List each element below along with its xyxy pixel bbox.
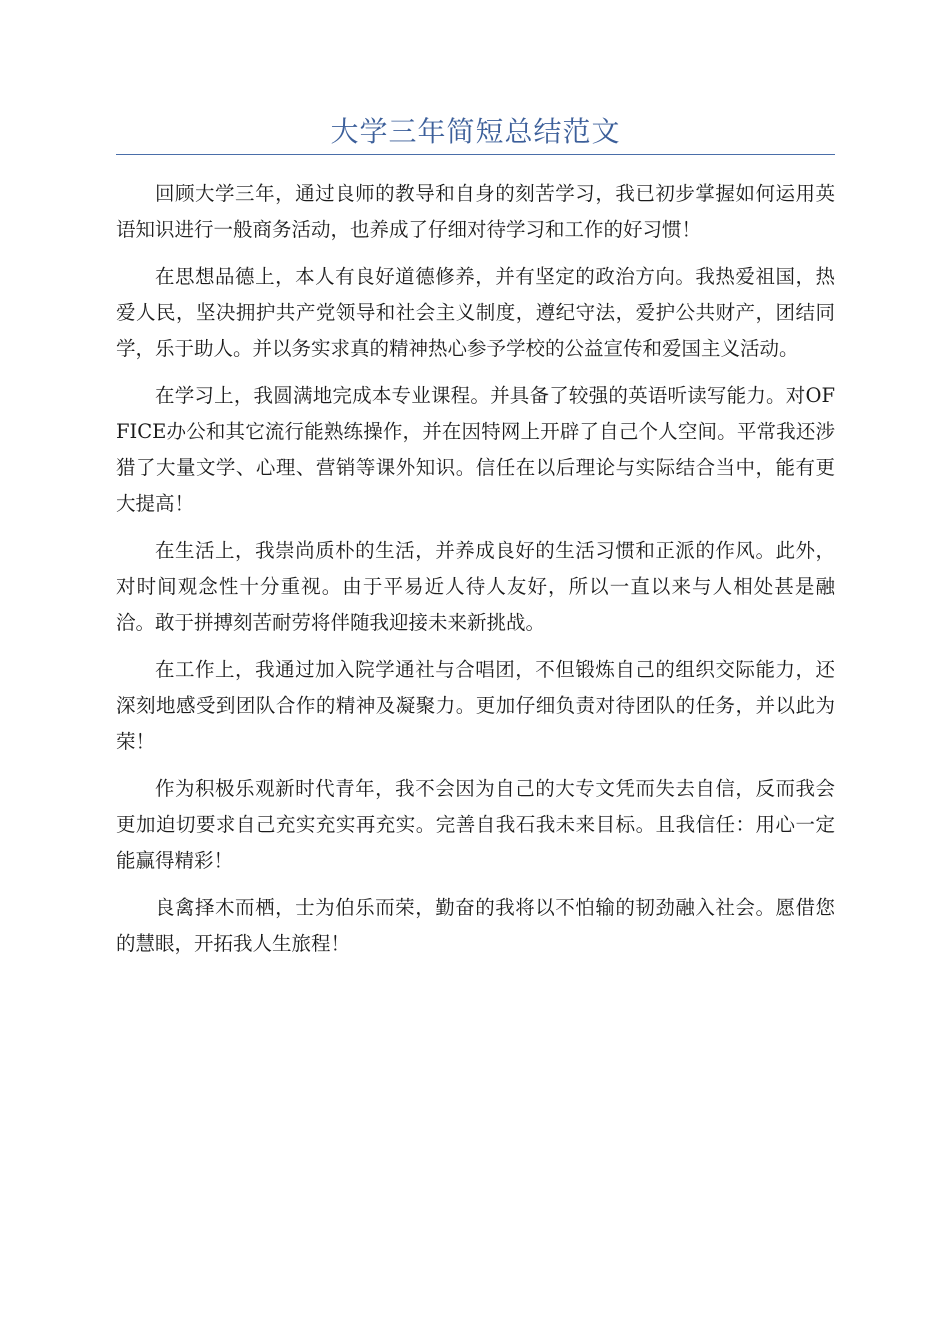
- page-title: 大学三年简短总结范文: [330, 115, 621, 148]
- paragraph-morality: 在思想品德上，本人有良好道德修养，并有坚定的政治方向。我热爱祖国，热爱人民，坚决拥护共产党领导和社会主义制度，遵纪守法，爱护公共财产，团结同学，乐于助人。并以务实求真的精神热心参予学校的公益宣传和爱国主义活动。: [116, 265, 835, 360]
- paragraph-work: 在工作上，我通过加入院学通社与合唱团，不但锻炼自己的组织交际能力，还深刻地感受到团队合作的精神及凝聚力。更加仔细负责对待团队的任务，并以此为荣！: [116, 658, 835, 753]
- paragraph-review: 回顾大学三年，通过良师的教导和自身的刻苦学习，我已初步掌握如何运用英语知识进行一般商务活动，也养成了仔细对待学习和工作的好习惯！: [116, 182, 835, 241]
- paragraph-closing: 良禽择木而栖，士为伯乐而荣，勤奋的我将以不怕输的韧劲融入社会。愿借您的慧眼，开拓我人生旅程！: [116, 896, 835, 955]
- paragraph-outlook: 作为积极乐观新时代青年，我不会因为自己的大专文凭而失去自信，反而我会更加迫切要求自己充实充实再充实。完善自我石我未来目标。且我信任：用心一定能赢得精彩！: [116, 777, 835, 872]
- document-body: [116, 176, 835, 973]
- paragraph-study: 在学习上，我圆满地完成本专业课程。并具备了较强的英语听读写能力。对OFFICE办公和其它流行能熟练操作，并在因特网上开辟了自己个人空间。平常我还涉猎了大量文学、心理、营销等课外知识。信任在以后理论与实际结合当中，能有更大提高！: [116, 384, 835, 515]
- paragraph-life: 在生活上，我崇尚质朴的生活，并养成良好的生活习惯和正派的作风。此外，对时间观念性十分重视。由于平易近人待人友好，所以一直以来与人相处甚是融洽。敢于拼搏刻苦耐劳将伴随我迎接未来新挑战。: [116, 539, 835, 634]
- title-underline: [116, 154, 835, 155]
